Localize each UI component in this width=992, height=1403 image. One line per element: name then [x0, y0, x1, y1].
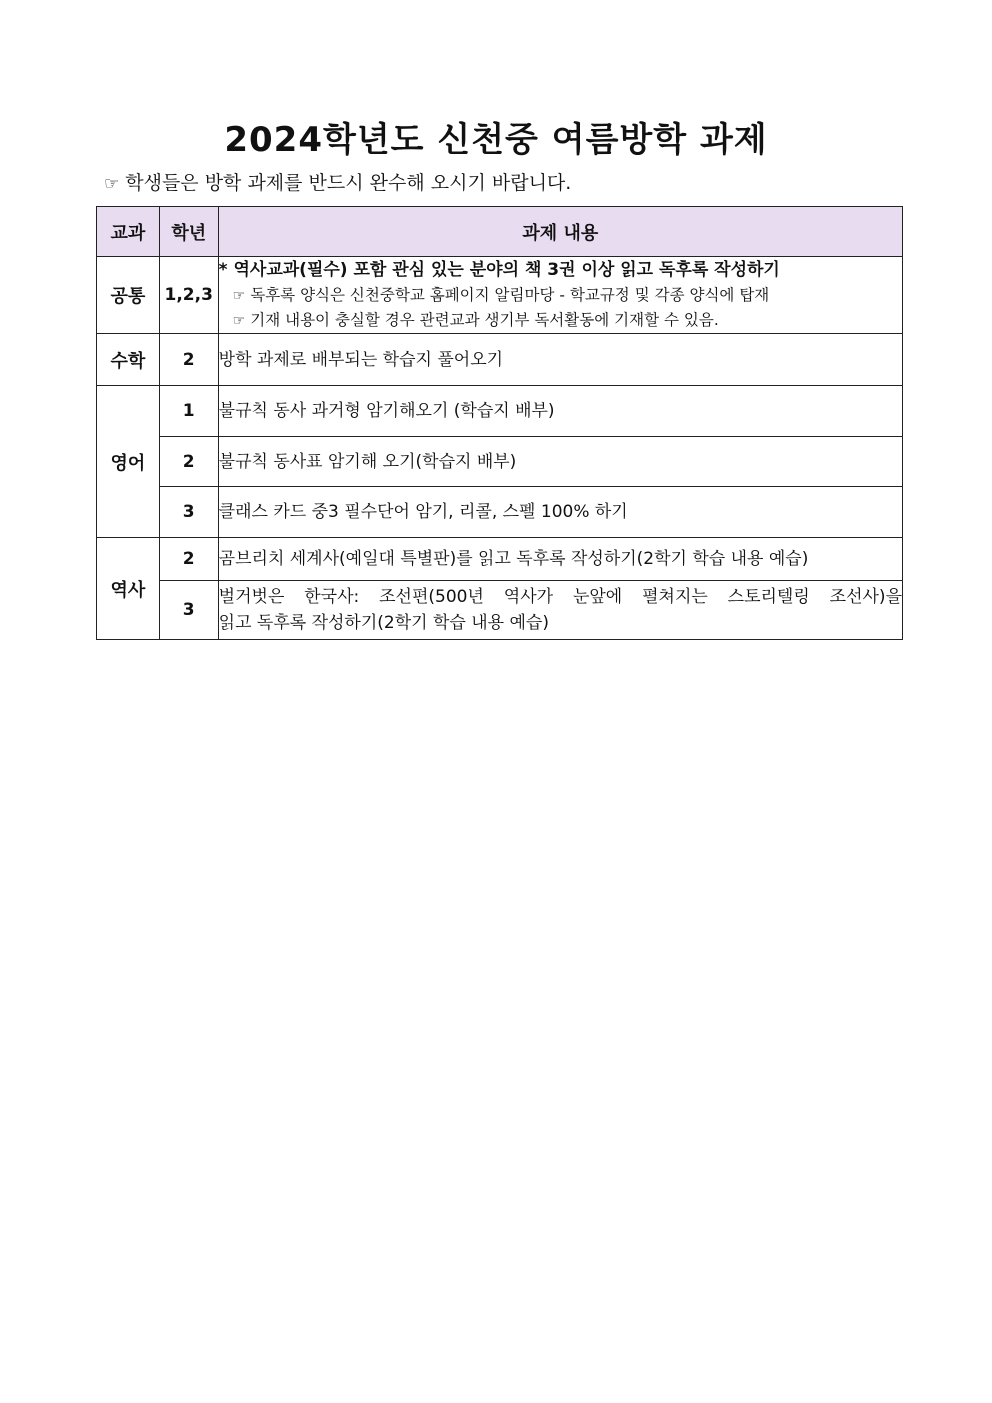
content-cell: 불규칙 동사 과거형 암기해오기 (학습지 배부): [218, 386, 902, 437]
content-cell: 방학 과제로 배부되는 학습지 풀어오기: [218, 334, 902, 386]
grade-cell: 1,2,3: [159, 257, 218, 334]
notice-text: 학생들은 방학 과제를 반드시 완수해 오시기 바랍니다.: [125, 172, 572, 194]
grade-cell: 3: [159, 581, 218, 640]
header-subject: 교과: [97, 207, 160, 257]
table-row: [97, 334, 903, 386]
grade-cell: 1: [159, 386, 218, 437]
content-cell: 클래스 카드 중3 필수단어 암기, 리콜, 스펠 100% 하기: [218, 487, 902, 538]
content-cell: [218, 581, 902, 640]
common-note-text: 기재 내용이 충실할 경우 관련교과 생기부 독서활동에 기재할 수 있음.: [250, 310, 719, 329]
grade-cell: 2: [159, 437, 218, 487]
subject-cell: 공통: [97, 257, 160, 334]
table-header-row: [97, 207, 903, 257]
table-row: [97, 538, 903, 581]
common-note: [219, 283, 902, 308]
notice: [104, 168, 571, 195]
header-grade: 학년: [159, 207, 218, 257]
content-line: 읽고 독후록 작성하기(2학기 학습 내용 예습): [218, 613, 549, 633]
table-row: [97, 581, 903, 640]
common-note: [219, 308, 902, 333]
common-note-text: 독후록 양식은 신천중학교 홈페이지 알림마당 - 학교규정 및 각종 양식에 탑재: [250, 285, 770, 304]
grade-cell: 2: [159, 334, 218, 386]
table-row: [97, 437, 903, 487]
content-cell: 곰브리치 세계사(예일대 특별판)를 읽고 독후록 작성하기(2학기 학습 내용 예습): [218, 538, 902, 581]
content-line: 벌거벗은 한국사: 조선편(500년 역사가 눈앞에 펼쳐지는 스토리텔링 조선사)을: [218, 587, 902, 607]
common-main-task: * 역사교과(필수) 포함 관심 있는 분야의 책 3권 이상 읽고 독후록 작성하기: [218, 259, 780, 280]
pointing-hand-icon: ☞: [232, 287, 246, 304]
header-content: 과제 내용: [218, 207, 902, 257]
table-row: [97, 386, 903, 437]
content-cell: 불규칙 동사표 암기해 오기(학습지 배부): [218, 437, 902, 487]
pointing-hand-icon: ☞: [104, 174, 120, 194]
subject-cell: 수학: [97, 334, 160, 386]
page-title: 2024학년도 신천중 여름방학 과제: [224, 120, 768, 160]
pointing-hand-icon: ☞: [232, 312, 246, 329]
table-row: [97, 487, 903, 538]
subject-cell: 영어: [97, 386, 160, 538]
content-cell: [218, 257, 902, 334]
grade-cell: 2: [159, 538, 218, 581]
assignment-table: [96, 206, 903, 640]
grade-cell: 3: [159, 487, 218, 538]
subject-cell: 역사: [97, 538, 160, 640]
table-row: [97, 257, 903, 334]
